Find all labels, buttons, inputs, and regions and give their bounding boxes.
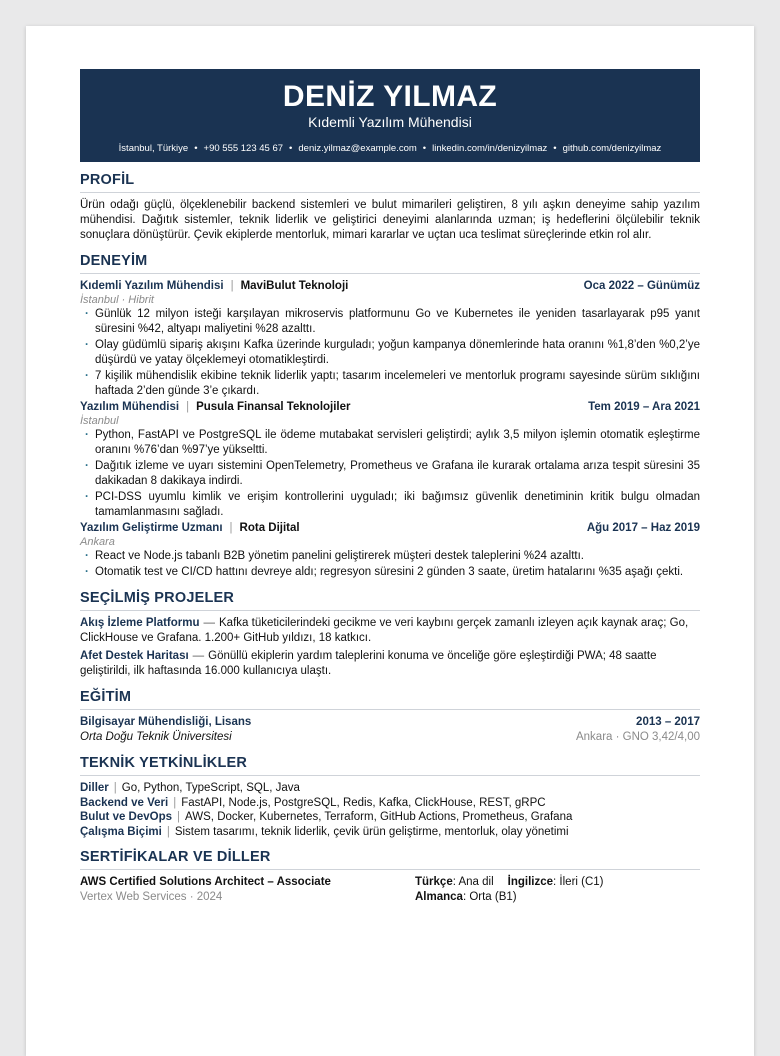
resume-content <box>80 69 700 905</box>
language-name: Türkçe <box>415 876 453 888</box>
job-entry <box>80 521 700 580</box>
language-level: İleri (C1) <box>559 876 604 888</box>
job-header <box>80 279 700 294</box>
contact-phone: +90 555 123 45 67 <box>203 143 284 154</box>
job-bullet: · 7 kişilik mühendislik ekibine teknik liderlik yaptı; tasarım incelemeleri ve mentorluk programı sayesinde sürüm sıklığını haftada 2’den günde 3’e çıkardı. <box>80 369 700 399</box>
skill-category: Diller <box>80 782 109 794</box>
contact-github[interactable]: github.com/denizyilmaz <box>562 143 662 154</box>
education-meta: Ankara · GNO 3,42/4,00 <box>575 731 700 743</box>
contact-email[interactable]: deniz.yilmaz@example.com <box>298 143 417 154</box>
contact-separator: • <box>194 143 198 154</box>
skill-items: AWS, Docker, Kubernetes, Terraform, GitHub Actions, Prometheus, Grafana <box>185 811 573 823</box>
candidate-name: DENİZ YILMAZ <box>282 80 498 113</box>
skill-category: Bulut ve DevOps <box>80 811 173 823</box>
project-description: Kafka tüketicilerindeki gecikme ve veri kaybını gerçek zamanlı izleyen açık kaynak araç; Go, ClickHouse ve Grafana. 1.200+ GitHub yıldızı, 18 katkıcı. <box>80 617 689 644</box>
job-bullet: · Olay güdümlü sipariş akışını Kafka üzerinde kurguladı; yoğun kampanya dönemlerinde hata oranını %1,8’den %0,2’ye düşürdü ve yatay ölçeklemeyi otomatikleştirdi. <box>80 338 700 368</box>
profile-summary: Ürün odağı güçlü, ölçeklenebilir backend sistemleri ve bulut mimarileri geliştiren, 8 yılı aşkın deneyime sahip yazılım mühendisi. Dağıtık sistemler, teknik liderlik ve geliştirici deneyimi alanlarında uzman; iş hedeflerini ölçülebilir teknik sonuçlara dönüştürür. Çevik ekiplerde mentorluk, mimari kararlar ve uçtan uca teslimat süreçlerinde etkin rol alır. <box>80 199 700 241</box>
job-dates: Ağu 2017 – Haz 2019 <box>586 522 700 534</box>
project-name: Afet Destek Haritası <box>80 650 189 662</box>
project-dash: — <box>192 650 205 662</box>
job-header <box>80 521 700 536</box>
job-company: Pusula Finansal Teknolojiler <box>196 401 351 413</box>
language-name: Almanca <box>415 891 463 903</box>
job-role: Yazılım Mühendisi <box>80 401 180 413</box>
education-row <box>80 715 700 730</box>
contact-location: İstanbul, Türkiye <box>118 143 189 154</box>
section-heading-projects: SEÇİLMİŞ PROJELER <box>80 590 700 611</box>
job-company: MaviBulut Teknoloji <box>240 280 349 292</box>
job-bullets <box>80 549 700 580</box>
skill-items: Sistem tasarımı, teknik liderlik, çevik ürün geliştirme, mentorluk, olay yönetimi <box>174 825 569 838</box>
job-bullet: · Günlük 12 milyon isteği karşılayan mikroservis platformunu Go ve Kubernetes ile yeniden tasarlayarak p95 yanıt süresini %42, altyapı maliyetini %28 azalttı. <box>80 307 700 337</box>
job-dates: Tem 2019 – Ara 2021 <box>588 401 700 413</box>
skill-row <box>80 781 700 796</box>
contact-separator: • <box>289 143 293 154</box>
certs-languages-row <box>80 875 700 905</box>
skill-items: Go, Python, TypeScript, SQL, Java <box>121 782 300 794</box>
education-school: Orta Doğu Teknik Üniversitesi <box>80 731 232 743</box>
job-bullet: · Python, FastAPI ve PostgreSQL ile ödeme mutabakat servisleri geliştirdi; aylık 3,5 milyon işlemin otomatik eşleştirme oranını %76’dan %97’ye yükseltti. <box>80 428 700 458</box>
project-description: Gönüllü ekiplerin yardım taleplerini konuma ve önceliğe göre eşleştirdiği PWA; 48 saatte geliştirildi, ilk haftasında 16.000 kullanıcıya ulaştı. <box>80 650 657 677</box>
job-role: Yazılım Geliştirme Uzmanı <box>80 522 223 534</box>
certification-meta: Vertex Web Services · 2024 <box>80 891 223 903</box>
skill-items: FastAPI, Node.js, PostgreSQL, Redis, Kafka, ClickHouse, REST, gRPC <box>181 796 546 809</box>
job-bullet: · PCI-DSS uyumlu kimlik ve erişim kontrollerini uyguladı; iki bağımsız güvenlik denetiminin kritik bulgu olmadan tamamlanmasını sağladı. <box>80 490 700 520</box>
language-line: Türkçe: Ana dil İngilizce: İleri (C1) <box>415 876 604 888</box>
section-heading-profile: PROFİL <box>80 172 700 193</box>
job-bullets <box>80 428 700 520</box>
education-years: 2013 – 2017 <box>636 716 700 728</box>
job-location: İstanbul · Hibrit <box>80 294 154 306</box>
job-bullet: · React ve Node.js tabanlı B2B yönetim panelini geliştirerek müşteri destek taleplerini %24 azalttı. <box>80 549 700 564</box>
job-entry <box>80 279 700 399</box>
section-heading-experience: DENEYİM <box>80 253 700 274</box>
job-location: İstanbul <box>80 415 119 427</box>
job-dates: Oca 2022 – Günümüz <box>583 280 700 292</box>
language-name: İngilizce <box>507 876 554 888</box>
candidate-title: Kıdemli Yazılım Mühendisi <box>308 114 472 130</box>
skill-row <box>80 810 700 825</box>
job-divider: | <box>230 280 234 292</box>
skill-divider: | <box>113 782 117 794</box>
certification-column <box>80 875 415 905</box>
project-name: Akış İzleme Platformu <box>80 617 200 629</box>
language-level: Ana dil <box>458 876 494 888</box>
skill-divider: | <box>177 811 181 823</box>
job-entry <box>80 400 700 520</box>
skill-divider: | <box>173 796 177 809</box>
contact-line <box>80 143 700 155</box>
project-entry <box>80 649 700 679</box>
language-level: Orta (B1) <box>469 891 517 903</box>
resume-header <box>80 69 700 162</box>
resume-page <box>26 26 754 1056</box>
contact-separator: • <box>553 143 557 154</box>
job-divider: | <box>229 522 233 534</box>
job-bullet: · Otomatik test ve CI/CD hattını devreye aldı; regresyon süresini 2 günden 3 saate, üretim hatalarını %35 aşağı çekti. <box>80 565 700 580</box>
section-heading-certifications: SERTİFİKALAR VE DİLLER <box>80 849 700 870</box>
skill-category: Backend ve Veri <box>80 796 169 809</box>
education-degree: Bilgisayar Mühendisliği, Lisans <box>80 716 252 728</box>
skill-row <box>80 796 700 811</box>
contact-separator: • <box>422 143 427 154</box>
skill-divider: | <box>166 825 170 838</box>
job-bullets <box>80 307 700 399</box>
job-header <box>80 400 700 415</box>
languages-column <box>415 875 700 905</box>
job-location: Ankara <box>80 536 115 548</box>
section-heading-education: EĞİTİM <box>80 689 700 710</box>
contact-linkedin[interactable]: linkedin.com/in/denizyilmaz <box>432 143 548 154</box>
skill-row <box>80 825 700 840</box>
section-heading-skills: TEKNİK YETKİNLİKLER <box>80 755 700 776</box>
job-bullet: · Dağıtık izleme ve uyarı sistemini OpenTelemetry, Prometheus ve Grafana ile kurarak ortalama arıza tespit süresini 35 dakikadan 8 dakikaya indirdi. <box>80 459 700 489</box>
education-row <box>80 730 700 745</box>
job-role: Kıdemli Yazılım Mühendisi <box>80 280 224 292</box>
job-company: Rota Dijital <box>239 522 300 534</box>
job-divider: | <box>186 401 190 413</box>
project-entry <box>80 616 700 646</box>
project-dash: — <box>203 617 216 629</box>
language-line: Almanca: Orta (B1) <box>415 891 517 903</box>
skill-category: Çalışma Biçimi <box>80 825 162 838</box>
certification-name: AWS Certified Solutions Architect – Associate <box>80 876 331 888</box>
